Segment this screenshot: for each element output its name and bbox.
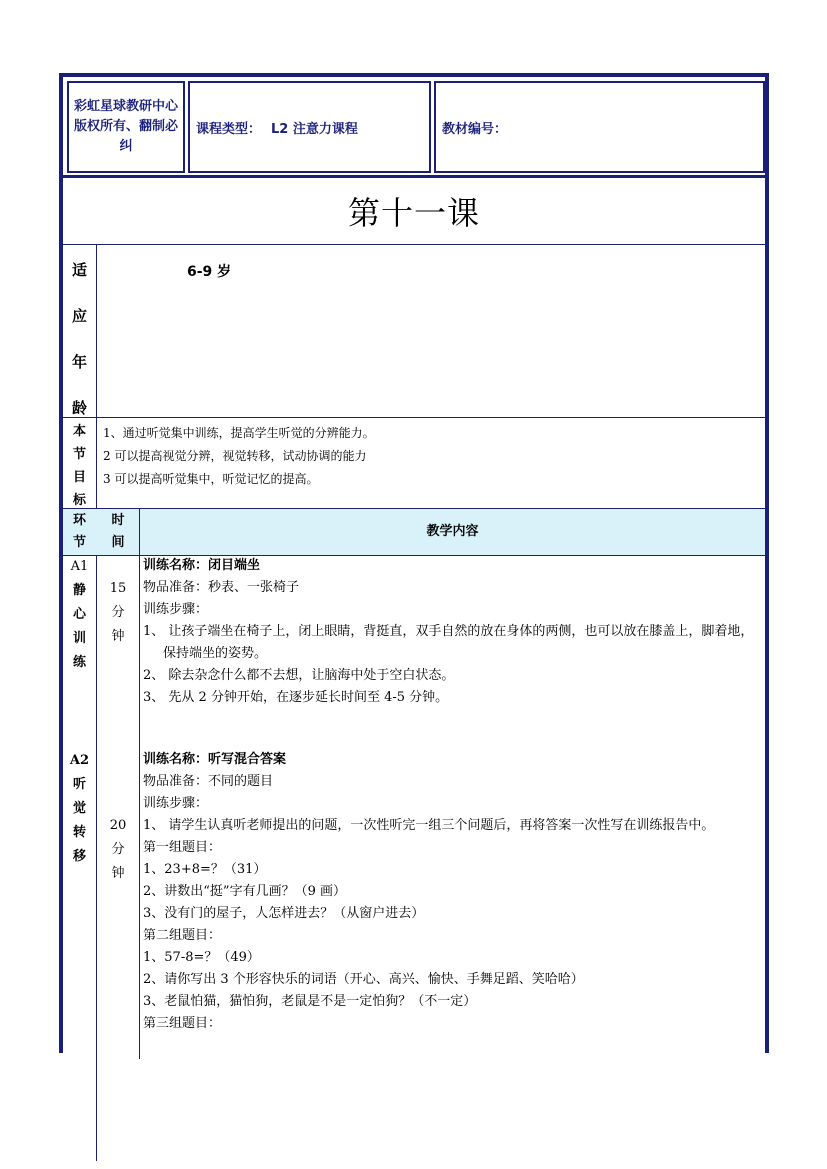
section-label-char: 觉 bbox=[72, 801, 86, 816]
goals-label-char: 标 bbox=[72, 493, 86, 508]
question-item: 3、没有门的屋子，人怎样进去？（从窗户进去） bbox=[143, 906, 425, 921]
table-header bbox=[63, 509, 765, 555]
group-title: 第一组题目： bbox=[143, 840, 222, 855]
section-label-char: 心 bbox=[72, 607, 86, 622]
time-char: 分 bbox=[111, 842, 125, 857]
document-frame bbox=[59, 73, 769, 1053]
org-cell bbox=[67, 81, 185, 173]
th-time bbox=[97, 509, 139, 555]
goals-label-char: 目 bbox=[72, 470, 86, 485]
th-section-char: 环 bbox=[72, 513, 86, 528]
org-line-1: 彩虹星球教研中心 bbox=[73, 99, 178, 114]
age-label bbox=[63, 247, 96, 431]
header-row bbox=[67, 81, 765, 173]
section-a2-content bbox=[143, 749, 761, 1035]
group-title: 第三组题目： bbox=[143, 1016, 222, 1031]
course-type-value: L2 注意力课程 bbox=[271, 121, 358, 137]
col-divider bbox=[139, 509, 140, 1059]
course-type-cell bbox=[188, 81, 431, 173]
th-time-char: 时 bbox=[111, 513, 125, 528]
section-label-char: 听 bbox=[72, 777, 86, 792]
question-item: 2、请你写出 3 个形容快乐的词语（开心、高兴、愉快、手舞足蹈、笑哈哈） bbox=[143, 972, 584, 987]
time-char: 分 bbox=[111, 605, 125, 620]
th-section-char: 节 bbox=[72, 535, 86, 550]
material-no-cell bbox=[434, 81, 765, 173]
goals-label bbox=[63, 420, 96, 512]
section-a1-label bbox=[63, 555, 96, 675]
step-item: 1、 请学生认真听老师提出的问题，一次性听完一组三个问题后，再将答案一次性写在训练报告中。 bbox=[143, 818, 715, 833]
goal-item: 1、通过听觉集中训练，提高学生听觉的分辨能力。 bbox=[103, 426, 375, 440]
section-a1-time bbox=[98, 577, 138, 649]
question-item: 1、23+8=？（31） bbox=[143, 862, 267, 877]
section-label-char: 静 bbox=[72, 583, 86, 598]
step-item: 3、 先从 2 分钟开始，在逐步延长时间至 4-5 分钟。 bbox=[143, 690, 449, 705]
section-a2-label bbox=[63, 749, 96, 869]
question-item: 1、57-8=？（49） bbox=[143, 950, 260, 965]
col-divider bbox=[96, 245, 97, 1161]
step-item: 1、 让孩子端坐在椅子上，闭上眼睛，背挺直，双手自然的放在身体的两侧，也可以放在膝盖上，脚着地，保持端坐的姿势。 bbox=[143, 624, 754, 661]
th-section bbox=[63, 509, 96, 555]
divider bbox=[63, 417, 765, 418]
material-no-label: 教材编号： bbox=[442, 121, 508, 137]
section-label-char: 训 bbox=[72, 631, 86, 646]
lesson-title: 第十一课 bbox=[347, 194, 480, 232]
age-label-char: 应 bbox=[71, 307, 87, 325]
step-item: 2、 除去杂念什么都不去想，让脑海中处于空白状态。 bbox=[143, 668, 455, 683]
goals-label-char: 节 bbox=[72, 447, 86, 462]
goals-label-char: 本 bbox=[72, 424, 86, 439]
section-a1-content bbox=[143, 555, 761, 709]
goals-list bbox=[103, 422, 375, 491]
course-type-label: 课程类型： bbox=[196, 121, 262, 137]
question-item: 2、讲数出“挺”字有几画？（9 画） bbox=[143, 884, 346, 899]
time-char: 15 bbox=[109, 581, 127, 596]
org-line-2: 版权所有、翻制必纠 bbox=[73, 119, 178, 154]
age-label-char: 年 bbox=[71, 353, 87, 371]
goal-item: 2 可以提高视觉分辨，视觉转移，试动协调的能力 bbox=[103, 449, 367, 463]
age-value: 6-9 岁 bbox=[187, 264, 232, 280]
training-name: 训练名称：听写混合答案 bbox=[143, 752, 287, 767]
section-label-char: A1 bbox=[70, 559, 89, 574]
section-a2-time bbox=[98, 814, 138, 886]
section-label-char: A2 bbox=[69, 753, 90, 768]
question-item: 3、老鼠怕猫，猫怕狗，老鼠是不是一定怕狗？（不一定） bbox=[143, 994, 477, 1009]
age-label-char: 适 bbox=[71, 261, 87, 279]
materials: 物品准备：不同的题目 bbox=[143, 774, 274, 789]
section-label-char: 练 bbox=[72, 655, 86, 670]
group-title: 第二组题目： bbox=[143, 928, 222, 943]
th-content: 教学内容 bbox=[426, 524, 479, 539]
steps-label: 训练步骤： bbox=[143, 602, 209, 617]
section-label-char: 转 bbox=[72, 825, 86, 840]
section-label-char: 移 bbox=[72, 849, 86, 864]
age-label-char: 龄 bbox=[71, 399, 87, 417]
time-char: 钟 bbox=[111, 866, 125, 881]
training-name: 训练名称：闭目端坐 bbox=[143, 558, 261, 573]
materials: 物品准备：秒表、一张椅子 bbox=[143, 580, 300, 595]
divider bbox=[63, 244, 765, 245]
th-time-char: 间 bbox=[111, 535, 125, 550]
steps-label: 训练步骤： bbox=[143, 796, 209, 811]
goal-item: 3 可以提高听觉集中，听觉记忆的提高。 bbox=[103, 472, 319, 486]
time-char: 钟 bbox=[111, 629, 125, 644]
time-char: 20 bbox=[109, 818, 127, 833]
